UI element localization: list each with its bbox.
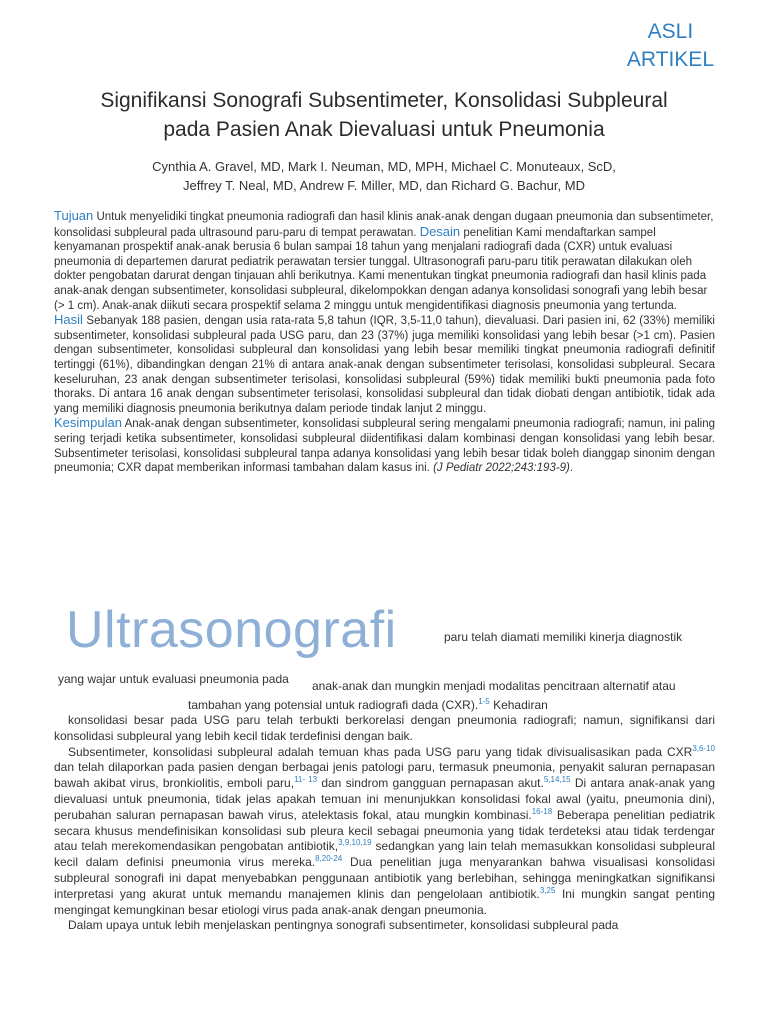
heading-conclusion: Kesimpulan — [54, 415, 122, 431]
reference-sup[interactable]: 5,14,15 — [543, 775, 571, 785]
article-title — [30, 86, 738, 144]
abstract-objective-design — [54, 209, 715, 313]
reference-sup[interactable]: 16-18 — [531, 806, 553, 816]
intro-line2-right: anak-anak dan mungkin menjadi modalitas pencitraan alternatif atau — [312, 679, 676, 693]
reference-sup[interactable]: 3,6-10 — [692, 743, 715, 753]
title-line2: pada Pasien Anak Dievaluasi untuk Pneumonia — [163, 118, 605, 141]
intro-line3-end: Kehadiran — [489, 698, 548, 712]
objective-text: Untuk menyelidiki tingkat pneumonia radiografi dan hasil klinis anak-anak dengan dugaan pneumonia dan subsentimeter, konsolidasi subpleural pada ultrasound paru-paru di tempat perawatan. — [54, 211, 714, 239]
body-paragraphs — [54, 713, 715, 934]
intro-line3-text: tambahan yang potensial untuk radiografi dada (CXR). — [188, 698, 479, 712]
results-text: Sebanyak 188 pasien, dengan usia rata-rata 5,8 tahun (IQR, 3,5-11,0 tahun), dievaluasi. Dari pasien ini, 62 (33%) memiliki subsentimeter, konsolidasi subpleural pada USG paru, dan 23 (37%) juga memiliki konsolidasi yang lebih besar (>1 cm). Pasien dengan subsentimeter, konsolidasi subpleural dan konsolidasi yang lebih besar memiliki tingkat pneumonia radiografi definitif tertinggi (61%), dibandingkan dengan 21% di antara anak-anak dengan subsentimeter terisolasi, konsolidasi subpleural. Secara keseluruhan, 23 anak dengan subsentimeter terisolasi, konsolidasi subpleural (59%) tidak memiliki bukti pneumonia pada foto thoraks. Di antara 16 anak dengan subsentimeter terisolasi, konsolidasi subpleural dan tidak diobati dengan antibiotik, tidak ada yang memiliki diagnosis pneumonia berikutnya dalam periode tindak lanjut 2 minggu. — [54, 315, 715, 415]
title-line1: Signifikansi Sonografi Subsentimeter, Konsolidasi Subpleural — [100, 89, 668, 112]
article-type-line2: ARTIKEL — [626, 48, 714, 71]
author-list — [30, 157, 738, 195]
article-type-line1: ASLI — [647, 20, 694, 43]
conclusion-text: Anak-anak dengan subsentimeter, konsolidasi subpleural sering mengalami pneumonia radiografi; namun, ini paling sering terjadi ketika subsentimeter, konsolidasi subpleural diidentifikasi dalam kombinasi dengan konsolidasi yang lebih besar. Subsentimeter terisolasi, konsolidasi subpleural tanpa adanya konsolidasi yang lebih besar tidak boleh dianggap sinonim dengan pneumonia; CXR dapat memberikan informasi tambahan dalam kasus ini. — [54, 418, 715, 475]
heading-objective: Tujuan — [54, 208, 94, 223]
authors-line1: Cynthia A. Gravel, MD, Mark I. Neuman, MD, MPH, Michael C. Monuteaux, ScD, — [152, 159, 616, 174]
p2-text-e: Beberapa penelitian pediatrik secara khusus mendefinisikan konsolidasi sub pleura kecil sebagai pneumonia yang tidak terdeteksi atau tidak terdengar atau telah merekomendasikan pengobatan antibiotik, — [54, 807, 715, 854]
drop-word-continuation: paru telah diamati memiliki kinerja diagnostik — [444, 630, 683, 644]
design-text: penelitian Kami mendaftarkan sampel kenyamanan prospektif anak-anak berusia 6 bulan sampai 18 tahun yang menjalani radiografi dada (CXR) untuk evaluasi pneumonia di departemen darurat pediatrik perawatan tersier tunggal. Ultrasonografi paru-paru titik perawatan dilakukan oleh dokter pengobatan darurat dengan tinjauan ahli berikutnya. Kami menentukan tingkat pneumonia radiografi dan hasil klinis pada anak-anak dengan subsentimeter, konsolidasi subpleural, dikelompokkan dengan adanya konsolidasi sonografi yang lebih besar (> 1 cm). Anak-anak diikuti secara prospektif selama 2 minggu untuk mengidentifikasi diagnosis pneumonia yang tertunda. — [54, 226, 708, 312]
article-type-label — [627, 18, 714, 74]
authors-line2: Jeffrey T. Neal, MD, Andrew F. Miller, MD, dan Richard G. Bachur, MD — [183, 178, 585, 193]
paragraph-1: konsolidasi besar pada USG paru telah terbukti berkorelasi dengan pneumonia radiografi; namun, signifikansi dari konsolidasi subpleural yang lebih kecil tidak terdefinisi dengan baik. — [54, 713, 715, 743]
citation: (J Pediatr 2022;243:193-9) — [433, 462, 570, 475]
p2-text-g: Dua penelitian juga menyarankan bahwa visualisasi konsolidasi subpleural sonografi ini dapat menyebabkan penggunaan antibiotik yang berlebihan, sehingga meningkatkan signifikansi interpretasi yang akurat untuk memandu manajemen klinis dan pengelolaan antibiotik. — [54, 855, 715, 901]
reference-sup[interactable]: 1-5 — [478, 697, 490, 706]
paragraph-3: Dalam upaya untuk lebih menjelaskan pentingnya sonografi subsentimeter, konsolidasi subpleural pada — [68, 918, 619, 933]
intro-first-line — [54, 600, 715, 670]
p2-text-c: dan sindrom gangguan pernapasan akut. — [317, 776, 544, 791]
intro-line2-left: yang wajar untuk evaluasi pneumonia pada — [58, 672, 289, 686]
p2-text-b: dan telah dilaporkan pada pasien dengan berbagai jenis patologi paru, termasuk pneumonia, penyakit saluran pernapasan bawah akibat virus, bronkiolitis, emboli paru, — [54, 760, 715, 791]
paragraph-2 — [54, 745, 715, 919]
reference-sup[interactable]: 11- 13 — [294, 775, 318, 785]
abstract-conclusion — [54, 416, 715, 475]
p2-text-h: Ini mungkin sangat penting mengingat kemungkinan besar etiologi virus pada anak-anak dengan pneumonia. — [54, 886, 716, 917]
abstract-results — [54, 313, 715, 416]
intro-third-line — [188, 698, 548, 712]
p2-text-f: sedangkan yang lain telah memasukkan konsolidasi subpleural kecil dalam definisi pneumonia virus mereka. — [54, 839, 715, 870]
article-body — [54, 600, 716, 933]
abstract — [54, 209, 715, 476]
p2-text-d: Di antara anak-anak yang dievaluasi untuk pneumonia, tidak jelas apakah temuan ini menunjukkan konsolidasi fokal awal (yaitu, pneumonia dini), perubahan saluran pernapasan bawah virus, atelektasis fokal, atau mungkin kombinasi. — [54, 776, 715, 822]
heading-design: Desain — [419, 223, 461, 239]
reference-sup[interactable]: 3,25 — [539, 885, 556, 895]
reference-sup[interactable]: 3,9,10,19 — [338, 838, 372, 848]
heading-results: Hasil — [54, 312, 83, 328]
drop-word: Ultrasonografi — [66, 601, 397, 659]
intro-second-line — [54, 672, 715, 692]
citation-end: . — [569, 462, 574, 475]
p2-text-a: Subsentimeter, konsolidasi subpleural adalah temuan khas pada USG paru yang tidak divisualisasikan pada CXR — [68, 744, 693, 759]
reference-sup[interactable]: 8,20-24 — [315, 854, 343, 864]
